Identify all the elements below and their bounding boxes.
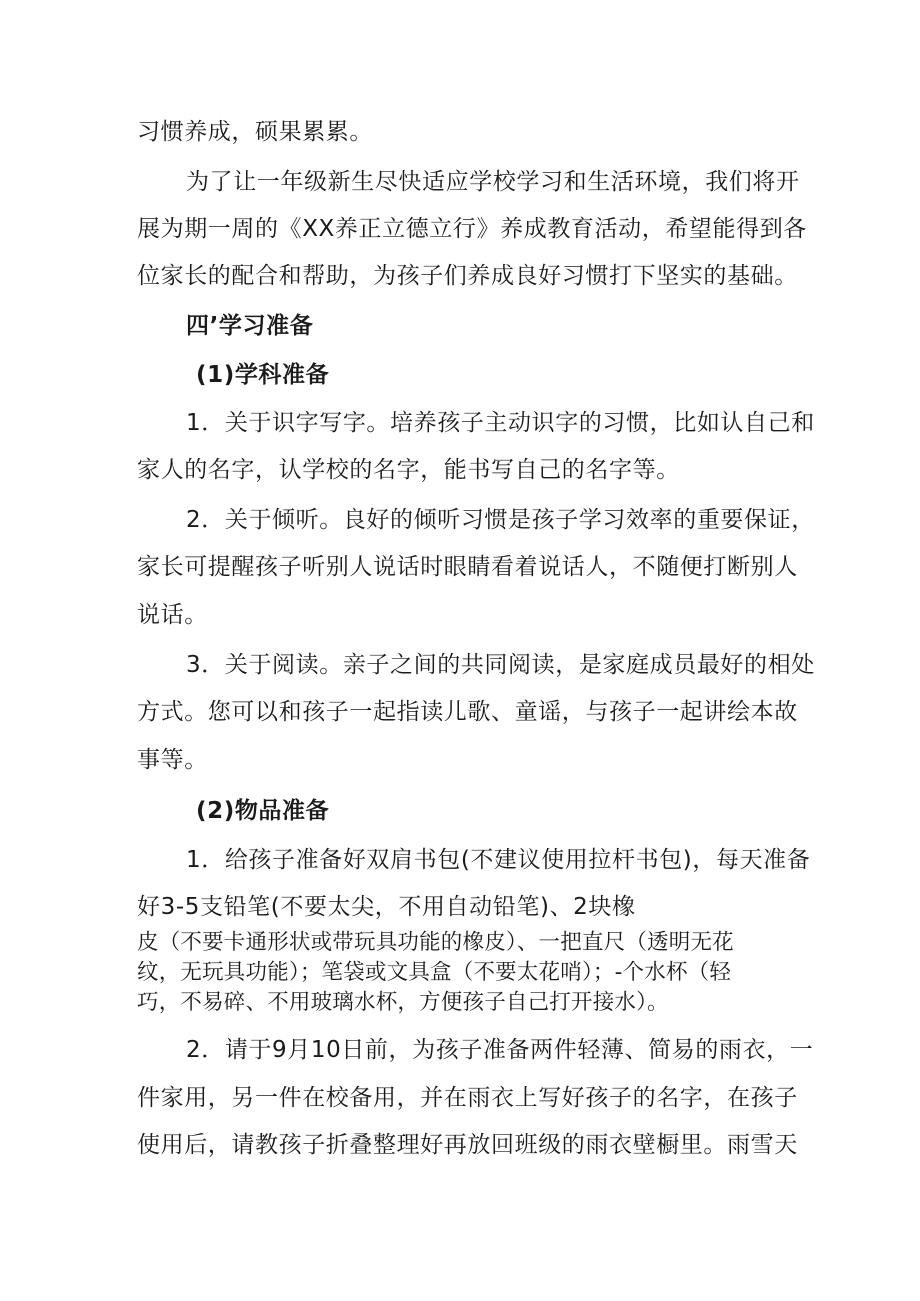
subsection-heading: (1)学科准备	[196, 362, 330, 388]
paragraph-line: 1．给孩子准备好双肩书包(不建议使用拉杆书包)，每天准备	[186, 847, 811, 873]
paragraph-line: 位家长的配合和帮助，为孩子们养成良好习惯打下坚实的基础。	[137, 263, 798, 289]
paragraph-line: 方式。您可以和孩子一起指读儿歌、童谣，与孩子一起讲绘本故	[137, 699, 798, 725]
paragraph-line: 说话。	[137, 602, 208, 628]
paragraph-line: 使用后，请教孩子折叠整理好再放回班级的雨衣壁橱里。雨雪天	[137, 1132, 798, 1158]
paragraph-line: 为了让一年级新生尽快适应学校学习和生活环境，我们将开	[186, 169, 800, 195]
paragraph-line: 件家用，另一件在校备用，并在雨衣上写好孩子的名字，在孩子	[137, 1085, 798, 1111]
paragraph-line: 3．关于阅读。亲子之间的共同阅读，是家庭成员最好的相处	[186, 652, 815, 678]
subsection-heading: (2)物品准备	[196, 798, 330, 824]
paragraph-line: 皮（不要卡通形状或带玩具功能的橡皮）、一把直尺（透明无花	[137, 930, 734, 955]
paragraph-line: 展为期一周的《XX养正立德立行》养成教育活动，希望能得到各	[137, 216, 807, 242]
paragraph-line: 1．关于识字写字。培养孩子主动识字的习惯，比如认自己和	[186, 410, 815, 436]
paragraph-line: 家长可提醒孩子听别人说话时眼睛看着说话人，不随便打断别人	[137, 554, 798, 580]
paragraph-line: 2．关于倾听。良好的倾听习惯是孩子学习效率的重要保证，	[186, 507, 815, 533]
paragraph-line: 2．请于9月10日前，为孩子准备两件轻薄、简易的雨衣，一	[186, 1037, 814, 1063]
section-heading: 四’学习准备	[186, 313, 314, 339]
paragraph-line: 家人的名字，认学校的名字，能书写自己的名字等。	[137, 457, 680, 483]
paragraph-line: 好3-5支铅笔(不要太尖，不用自动铅笔)、2块橡	[137, 894, 636, 920]
paragraph-line: 习惯养成，硕果累累。	[137, 119, 373, 145]
paragraph-line: 事等。	[137, 747, 208, 773]
paragraph-line: 纹，无玩具功能）；笔袋或文具盒（不要太花哨）；-个水杯（轻	[137, 960, 732, 985]
paragraph-line: 巧，不易碎、不用玻璃水杯，方便孩子自己打开接水）。	[137, 990, 669, 1015]
